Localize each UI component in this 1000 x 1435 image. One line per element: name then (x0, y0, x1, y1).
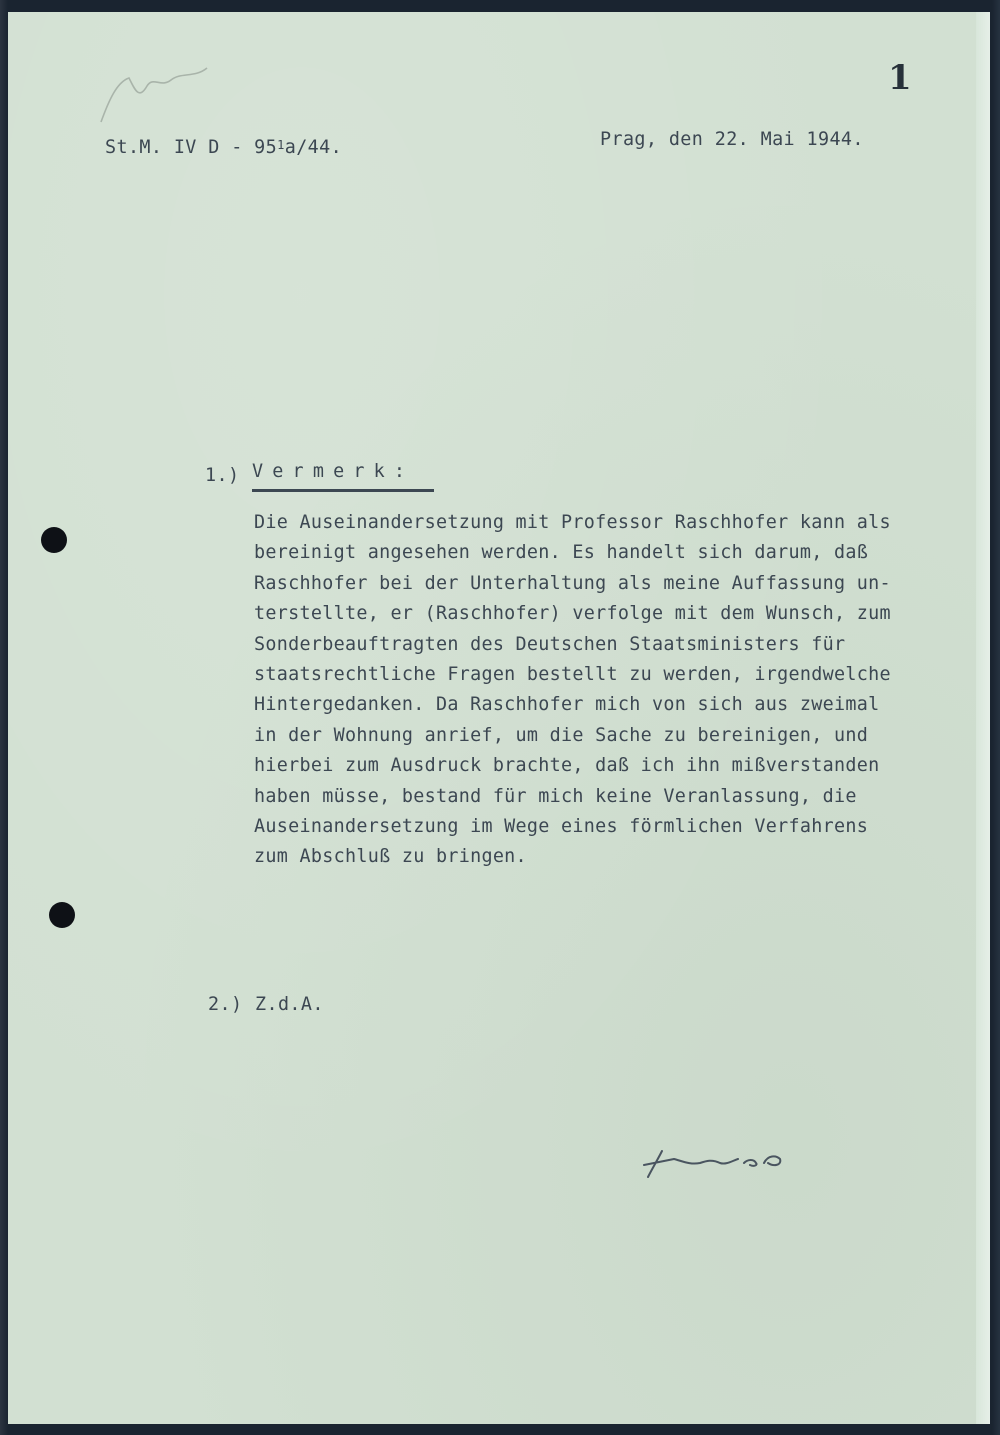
reference-suffix: a/44. (284, 137, 343, 158)
page-number: 1 (888, 58, 912, 98)
paper-edge (976, 12, 990, 1424)
body-line: bereinigt angesehen werden. Es handelt sich darum, daß (254, 542, 869, 564)
body-line: Hintergedanken. Da Raschhofer mich von sich aus zweimal (254, 694, 880, 716)
place-date: Prag, den 22. Mai 1944. (600, 129, 864, 150)
punch-hole-top (41, 527, 67, 553)
punch-hole-bottom (49, 902, 75, 928)
body-line: in der Wohnung anrief, um die Sache zu bereinigen, und (254, 724, 869, 746)
heading-underline (252, 489, 434, 492)
body-line: staatsrechtliche Fragen bestellt zu werden, irgendwelche (254, 663, 891, 685)
signature-mark (640, 1145, 790, 1185)
pencil-mark (95, 60, 225, 130)
reference-number (105, 138, 342, 158)
body-line: haben müsse, bestand für mich keine Veranlassung, die (254, 785, 857, 807)
body-line: Sonderbeauftragten des Deutschen Staatsministers für (254, 633, 846, 655)
reference-superscript: 1 (277, 138, 285, 152)
body-line: Auseinandersetzung im Wege eines förmlichen Verfahrens (254, 815, 869, 837)
body-line: zum Abschluß zu bringen. (254, 846, 527, 868)
item-1-number: 1.) (205, 465, 240, 486)
body-line: Raschhofer bei der Unterhaltung als meine Auffassung un- (254, 572, 891, 594)
body-line: hierbei zum Ausdruck brachte, daß ich ihn mißverstanden (254, 755, 880, 777)
reference-prefix: St.M. IV D - 95 (105, 137, 278, 158)
vermerk-heading: Vermerk: (252, 461, 415, 482)
item-2-text: Z.d.A. (255, 994, 324, 1015)
vermerk-body (254, 508, 891, 873)
item-2-number: 2.) (208, 994, 243, 1015)
body-line: terstellte, er (Raschhofer) verfolge mit dem Wunsch, zum (254, 603, 891, 625)
body-line: Die Auseinandersetzung mit Professor Raschhofer kann als (254, 512, 891, 533)
